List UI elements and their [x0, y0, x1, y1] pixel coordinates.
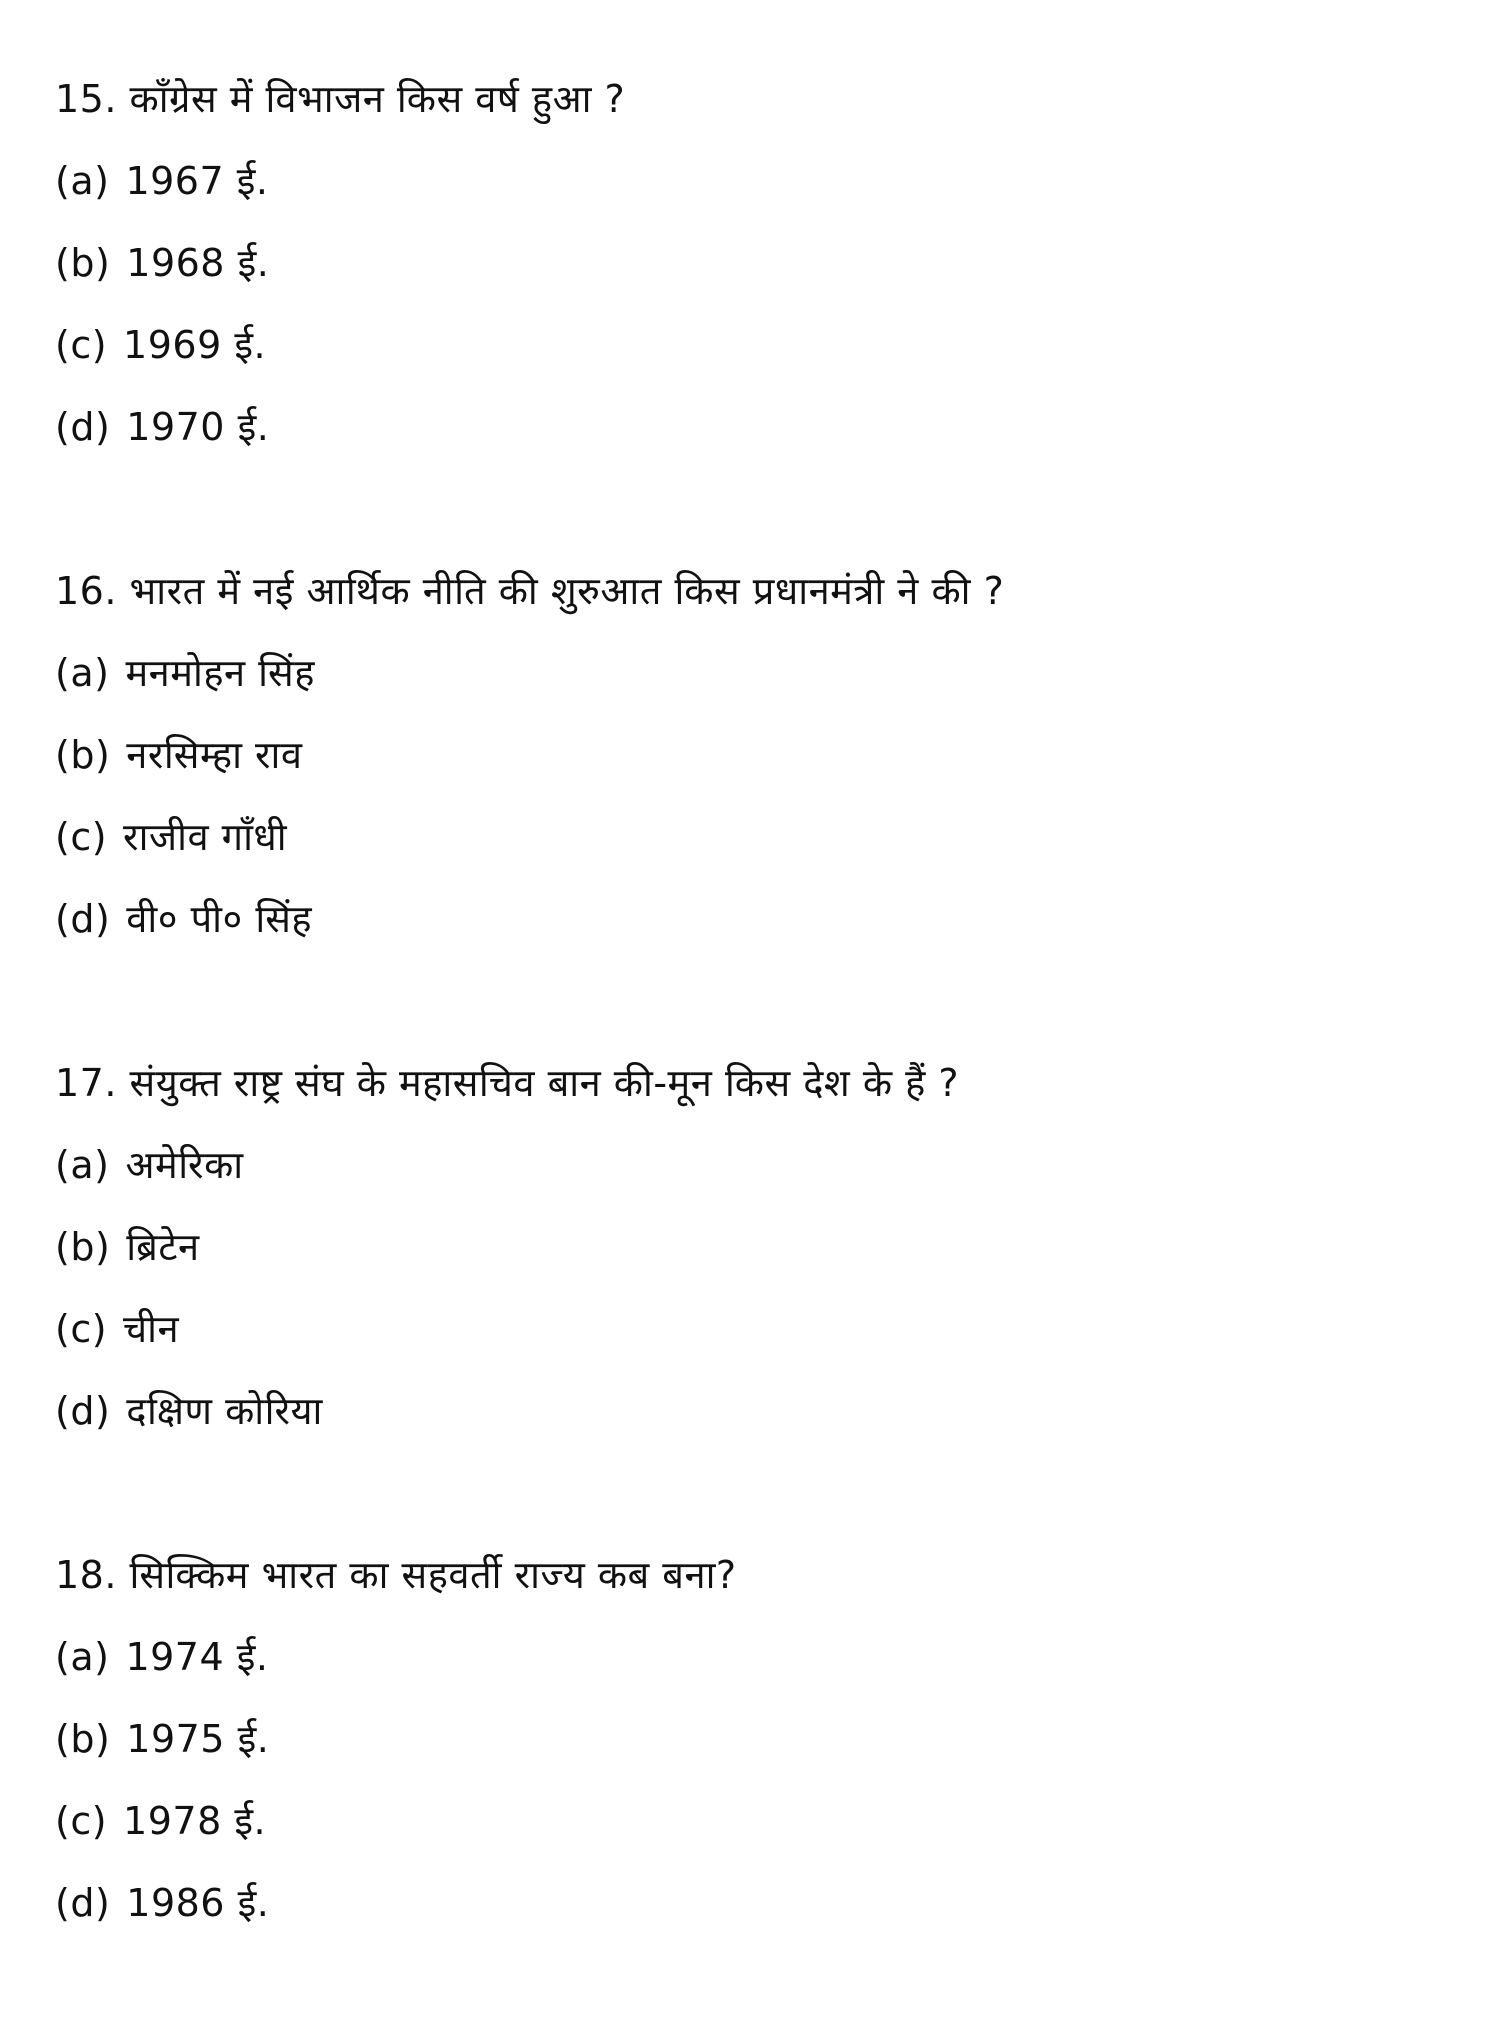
option-label: (a) — [55, 159, 110, 203]
option-b — [55, 1710, 1455, 1768]
option-text: 1974 ई. — [125, 1635, 269, 1679]
option-label: (b) — [55, 241, 111, 285]
question-text: 15. काँग्रेस में विभाजन किस वर्ष हुआ ? — [55, 77, 626, 121]
question-text: 17. संयुक्त राष्ट्र संघ के महासचिव बान की-मून किस देश के हैं ? — [55, 1061, 960, 1105]
option-c — [55, 1300, 1455, 1358]
option-a — [55, 1136, 1455, 1194]
option-text: 1986 ई. — [126, 1881, 270, 1925]
option-text: 1968 ई. — [126, 241, 270, 285]
option-text: मनमोहन सिंह — [125, 651, 315, 695]
option-text: अमेरिका — [125, 1143, 244, 1187]
option-label: (d) — [55, 897, 111, 941]
option-label: (b) — [55, 1225, 111, 1269]
question-17 — [55, 1054, 1455, 1440]
option-label: (d) — [55, 405, 111, 449]
option-label: (a) — [55, 651, 110, 695]
option-label: (c) — [55, 1799, 108, 1843]
option-label: (b) — [55, 1717, 111, 1761]
option-text: 1975 ई. — [126, 1717, 270, 1761]
option-text: चीन — [123, 1307, 180, 1351]
option-a — [55, 1628, 1455, 1686]
option-text: राजीव गाँधी — [123, 815, 288, 859]
option-c — [55, 1792, 1455, 1850]
option-text: ब्रिटेन — [126, 1225, 200, 1269]
option-d — [55, 398, 1455, 456]
option-label: (a) — [55, 1143, 110, 1187]
option-text: वी० पी० सिंह — [126, 897, 313, 941]
question-18 — [55, 1546, 1455, 1932]
question-15 — [55, 70, 1455, 456]
option-c — [55, 316, 1455, 374]
option-text: दक्षिण कोरिया — [126, 1389, 323, 1433]
option-label: (d) — [55, 1881, 111, 1925]
option-d — [55, 890, 1455, 948]
option-b — [55, 234, 1455, 292]
option-text: 1969 ई. — [123, 323, 267, 367]
option-label: (c) — [55, 323, 108, 367]
option-a — [55, 152, 1455, 210]
option-text: 1967 ई. — [125, 159, 269, 203]
question-text: 18. सिक्किम भारत का सहवर्ती राज्य कब बना? — [55, 1553, 737, 1597]
option-text: 1978 ई. — [123, 1799, 267, 1843]
option-text: नरसिम्हा राव — [126, 733, 303, 777]
option-c — [55, 808, 1455, 866]
option-label: (c) — [55, 1307, 108, 1351]
option-b — [55, 726, 1455, 784]
option-label: (c) — [55, 815, 108, 859]
question-text: 16. भारत में नई आर्थिक नीति की शुरुआत किस प्रधानमंत्री ने की ? — [55, 569, 1005, 613]
option-label: (b) — [55, 733, 111, 777]
option-d — [55, 1874, 1455, 1932]
question-16 — [55, 562, 1455, 948]
option-d — [55, 1382, 1455, 1440]
option-label: (d) — [55, 1389, 111, 1433]
option-label: (a) — [55, 1635, 110, 1679]
option-b — [55, 1218, 1455, 1276]
option-text: 1970 ई. — [126, 405, 270, 449]
option-a — [55, 644, 1455, 702]
